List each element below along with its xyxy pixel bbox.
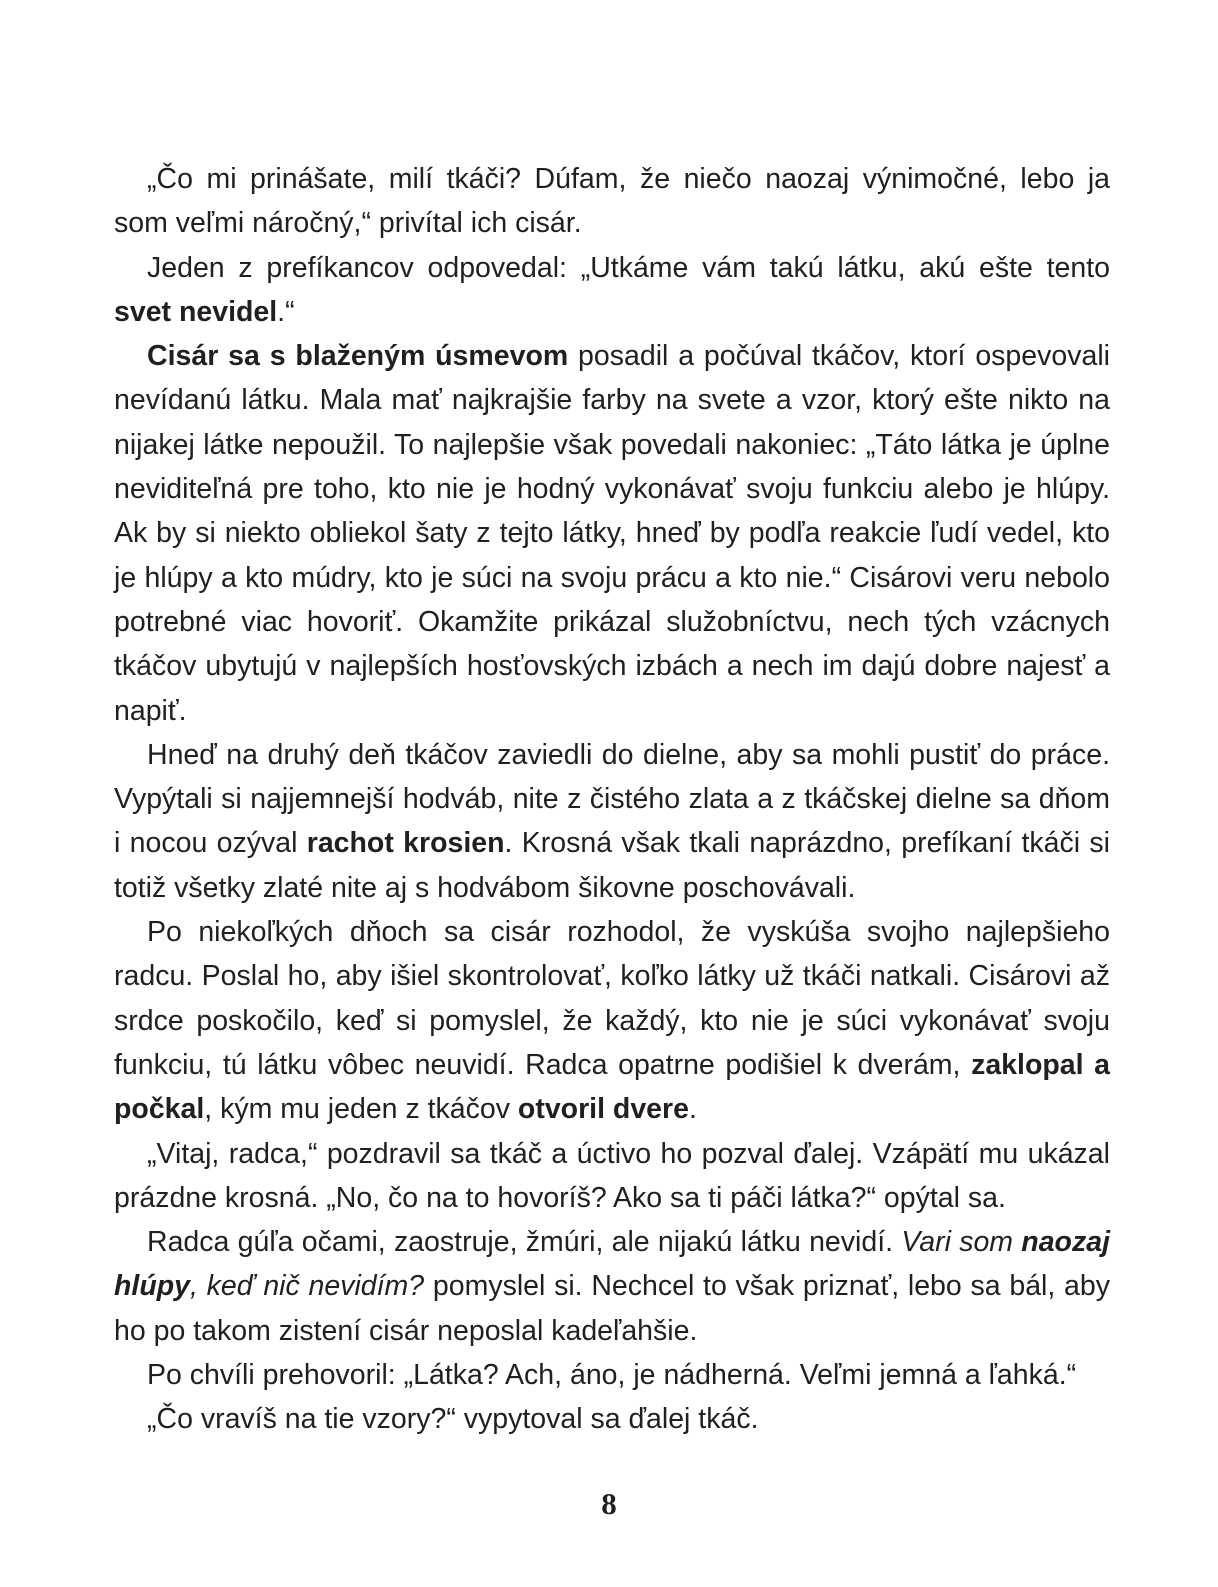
page-body-text [114,157,1110,1442]
bold-text-run: rachot krosien [306,827,505,860]
italic-text-run: , keď nič nevidím? [190,1270,425,1303]
bold-text-run: otvoril dvere [517,1093,689,1126]
text-run: . [688,1093,697,1126]
text-run: „Čo vravíš na tie vzory?“ vypytoval sa ďalej tkáč. [147,1403,759,1436]
text-run: Po chvíli prehovoril: „Látka? Ach, áno, je nádherná. Veľmi jemná a ľahká.“ [147,1359,1077,1392]
text-run: , kým mu jeden z tkáčov [204,1093,518,1126]
bold-text-run: svet nevidel [114,295,278,328]
italic-text-run: Vari som [901,1226,1022,1259]
paragraph-workshop [114,733,1110,910]
paragraph-reply [114,246,1110,335]
paragraph-greeting [114,157,1110,246]
text-run: „Vitaj, radca,“ pozdravil sa tkáč a úctivo ho pozval ďalej. Vzápätí mu ukázal prázdne krosná. „No, čo na to hovoríš? Ako sa ti páči látka?“ opýtal sa. [114,1137,1110,1214]
text-run: pomyslel si. Nechcel to však priznať, lebo sa bál, aby ho po takom zistení cisár neposlal kadeľahšie. [114,1270,1110,1347]
text-run: Jeden z prefíkancov odpovedal: „Utkáme vám takú látku, akú ešte tento [147,251,1110,284]
bold-italic-text-run: naozaj hlúpy [114,1226,1110,1303]
text-run: . Krosná však tkali naprázdno, prefíkaní tkáči si totiž všetky zlaté nite aj s hodvábom šikovne poschovávali. [114,827,1110,904]
text-run: Po niekoľkých dňoch sa cisár rozhodol, že vyskúša svojho najlepšieho radcu. Poslal ho, aby išiel skontrolovať, koľko látky už tkáči natkali. Cisárovi až srdce poskočilo, keď si pomyslel, že každý, kto nie je súci vykonávať svoju funkciu, tú látku vôbec neuvidí. Radca opatrne podišiel k dverám, [114,916,1110,1081]
page-number: 8 [601,1486,617,1521]
bold-text-run: Cisár sa s blaženým úsmevom [147,340,569,373]
text-run: posadil a počúval tkáčov, ktorí ospevovali nevídanú látku. Mala mať najkrajšie farby na svete a vzor, ktorý ešte nikto na nijakej látke nepoužil. To najlepšie však povedali nakoniec: „Táto látka je úplne neviditeľná pre toho, kto nie je hodný vykonávať svoju funkciu alebo je hlúpy. Ak by si niekto obliekol šaty z tejto látky, hneď by podľa reakcie ľudí vedel, kto je hlúpy a kto múdry, kto je súci na svoju prácu a kto nie.“ Cisárovi veru nebolo potrebné viac hovoriť. Okamžite prikázal služobníctvu, nech tých vzácnych tkáčov ubytujú v najlepších hosťovských izbách a nech im dajú dobre najesť a napiť. [114,340,1110,727]
paragraph-advisor-praises [114,1353,1110,1397]
paragraph-welcome [114,1132,1110,1221]
paragraph-weaver-asks [114,1397,1110,1441]
bold-text-run: zaklopal a počkal [114,1048,1110,1126]
text-run: .“ [277,295,295,328]
text-run: Hneď na druhý deň tkáčov zaviedli do dielne, aby sa mohli pustiť do práce. Vypýtali si najjemnejší hodváb, nite z čistého zlata a z tkáčskej dielne sa dňom i nocou ozýval [114,738,1110,860]
paragraph-emperor-listens [114,334,1110,733]
paragraph-advisor-thinks [114,1220,1110,1353]
text-run: Radca gúľa očami, zaostruje, žmúri, ale nijakú látku nevidí. [147,1226,902,1259]
text-run: „Čo mi prinášate, milí tkáči? Dúfam, že niečo naozaj výnimočné, lebo ja som veľmi náročný,“ privítal ich cisár. [114,163,1110,240]
paragraph-advisor-sent [114,910,1110,1131]
